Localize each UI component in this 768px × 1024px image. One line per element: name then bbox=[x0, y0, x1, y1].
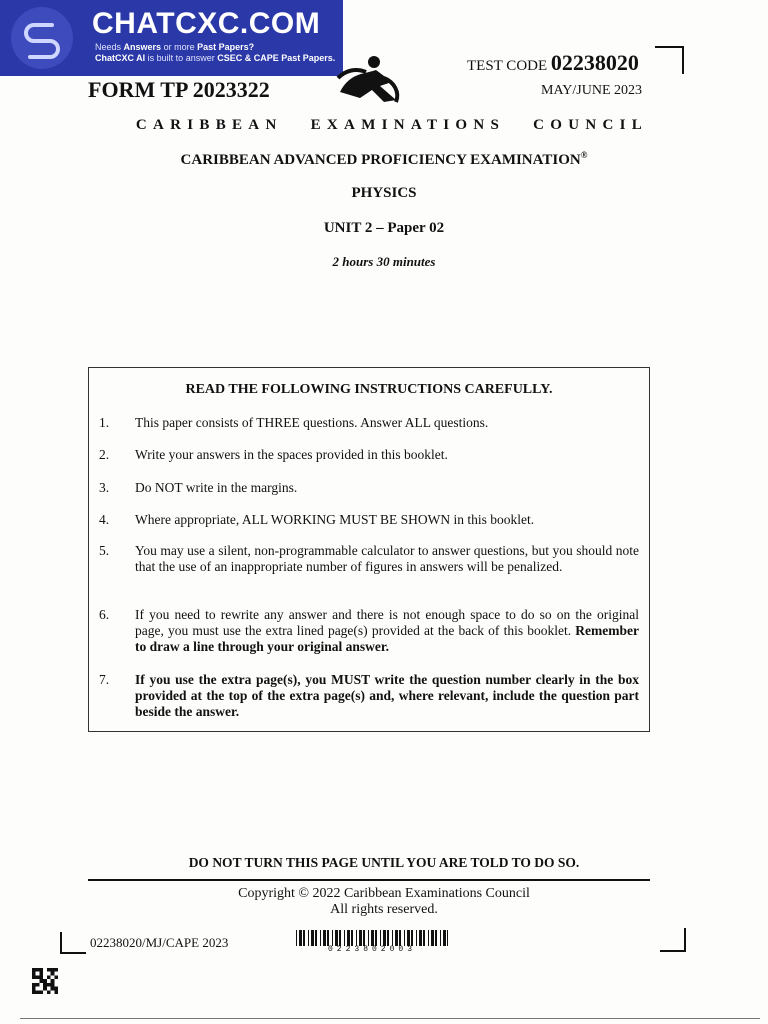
page-bottom-line bbox=[20, 1018, 760, 1019]
instruction-item: 3. Do NOT write in the margins. bbox=[99, 480, 298, 495]
subject-title: PHYSICS bbox=[351, 185, 417, 201]
chatcxc-banner[interactable] bbox=[0, 0, 343, 76]
instructions-heading: READ THE FOLLOWING INSTRUCTIONS CAREFULLY. bbox=[185, 382, 553, 397]
exam-session: MAY/JUNE 2023 bbox=[541, 83, 642, 98]
corner-mark-bottom-right bbox=[660, 928, 686, 952]
corner-mark-top-right bbox=[655, 46, 684, 74]
council-name: CARIBBEAN EXAMINATIONS COUNCIL bbox=[135, 117, 649, 133]
barcode-digits: 0223802003 bbox=[327, 945, 416, 954]
test-code: TEST CODE 02238020 bbox=[467, 50, 639, 75]
instruction-item: 7. If you use the extra page(s), you MUST write the question number clearly in the box provided at the top of the extra page(s) and, where relevant, include the question part beside the answer. bbox=[99, 672, 639, 719]
paper-id: 02238020/MJ/CAPE 2023 bbox=[90, 935, 229, 950]
cxc-logo-icon bbox=[336, 52, 404, 104]
instruction-item: 5. You may use a silent, non-programmable calculator to answer questions, but you should note that the use of an inappropriate number of figures in answers will be penalized. bbox=[99, 543, 639, 574]
footer-divider bbox=[88, 879, 650, 881]
barcode-icon bbox=[296, 930, 448, 946]
chatcxc-logo-icon bbox=[8, 5, 76, 71]
instruction-item: 2. Write your answers in the spaces provided in this booklet. bbox=[99, 447, 448, 462]
instruction-item: 6. If you need to rewrite any answer and there is not enough space to do so on the original page, you must use the extra lined page(s) provided at the back of this booklet. Remember to draw a line through your original answer. bbox=[99, 607, 639, 654]
copyright-notice: Copyright © 2022 Caribbean Examinations Council bbox=[238, 886, 530, 901]
exam-name: CARIBBEAN ADVANCED PROFICIENCY EXAMINATION® bbox=[180, 150, 588, 168]
form-code: FORM TP 2023322 bbox=[88, 77, 270, 102]
instruction-item: 1. This paper consists of THREE questions. Answer ALL questions. bbox=[99, 415, 489, 430]
do-not-turn-warning: DO NOT TURN THIS PAGE UNTIL YOU ARE TOLD TO DO SO. bbox=[188, 855, 580, 870]
exam-duration: 2 hours 30 minutes bbox=[332, 254, 436, 269]
qr-code-icon bbox=[31, 968, 59, 994]
instructions-box bbox=[88, 367, 650, 732]
corner-mark-bottom-left bbox=[60, 932, 86, 954]
rights-notice: All rights reserved. bbox=[330, 902, 438, 917]
instruction-item: 4. Where appropriate, ALL WORKING MUST BE SHOWN in this booklet. bbox=[99, 512, 535, 527]
unit-title: UNIT 2 – Paper 02 bbox=[323, 220, 445, 236]
banner-tagline: Needs Answers or more Past Papers? bbox=[95, 42, 255, 52]
banner-subtagline: ChatCXC AI is built to answer CSEC & CAPE Past Papers. bbox=[95, 53, 336, 63]
banner-title: CHATCXC.COM bbox=[92, 7, 321, 40]
